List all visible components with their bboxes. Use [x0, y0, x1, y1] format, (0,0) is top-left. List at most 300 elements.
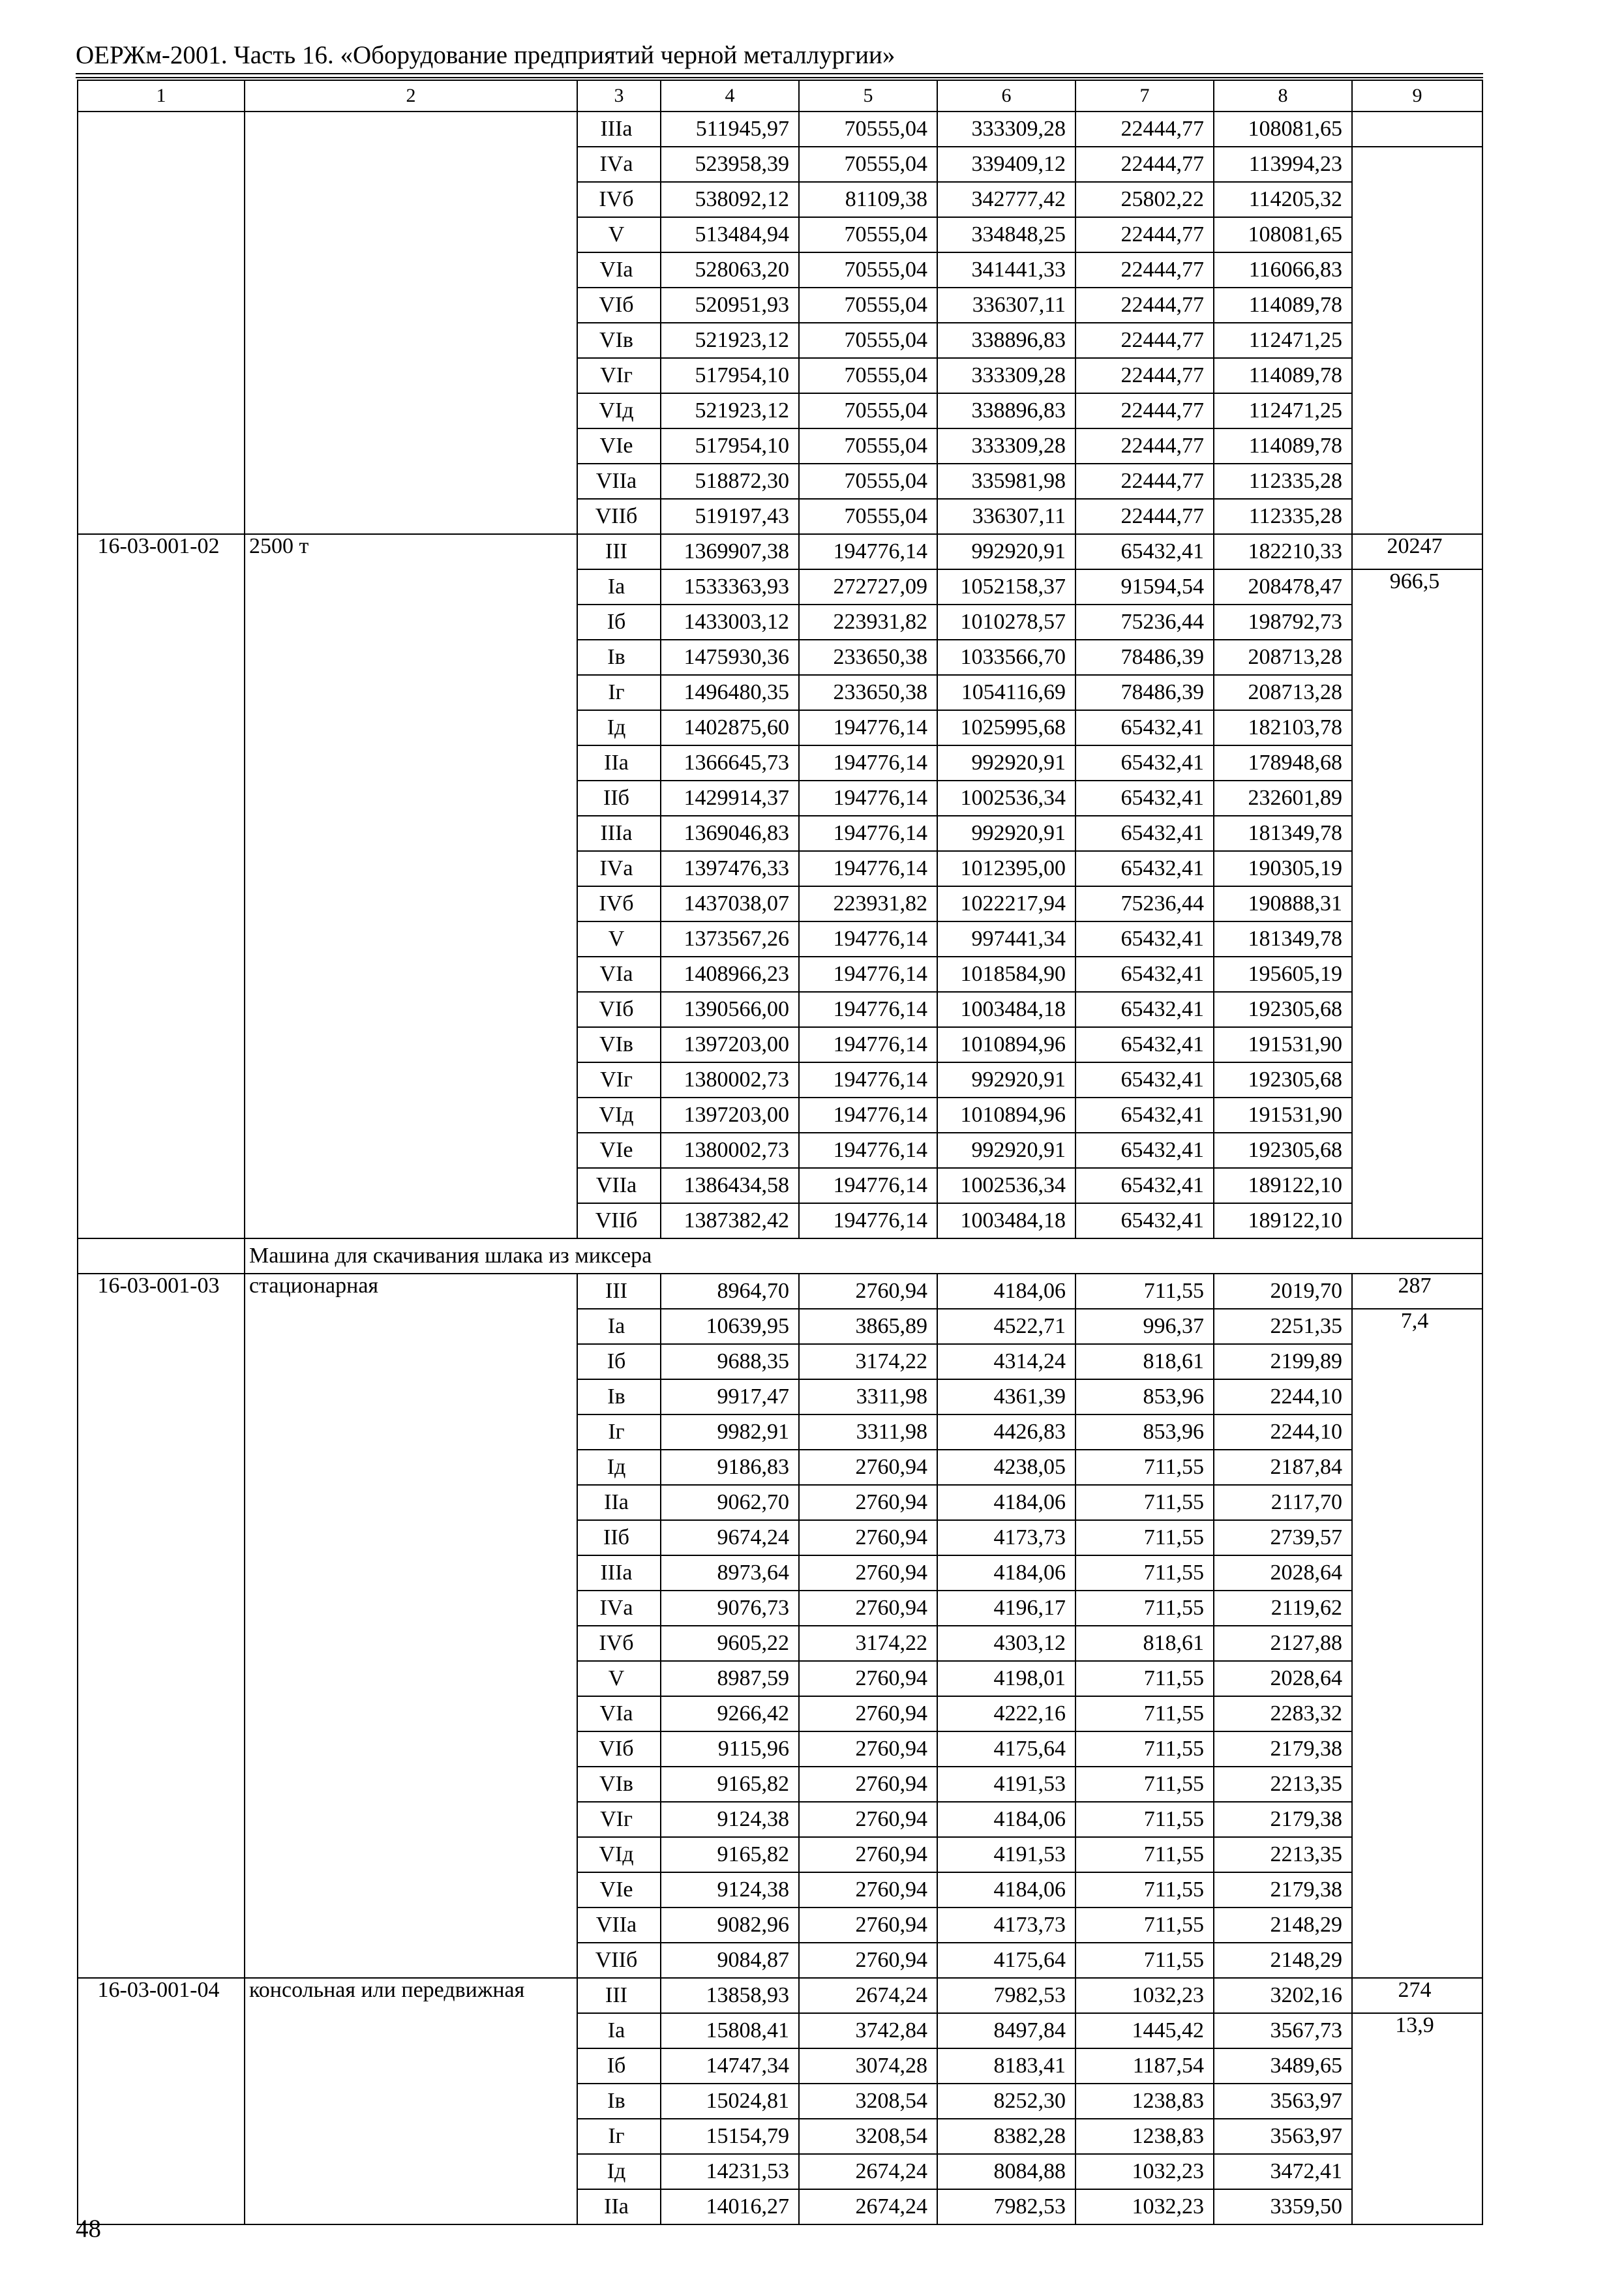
- zone-cell: Iа: [577, 1309, 661, 1344]
- value-cell: 4184,06: [937, 1802, 1075, 1837]
- value-cell: 78486,39: [1075, 640, 1214, 675]
- value-cell: 22444,77: [1075, 358, 1214, 393]
- value-cell: 182103,78: [1214, 710, 1352, 745]
- value-cell: 65432,41: [1075, 957, 1214, 992]
- section-empty-cell: [78, 1238, 245, 1274]
- value-cell: 1010894,96: [937, 1027, 1075, 1062]
- value-cell: 70555,04: [799, 464, 937, 499]
- value-cell: 232601,89: [1214, 781, 1352, 816]
- value-cell: 1054116,69: [937, 675, 1075, 710]
- zone-cell: VIа: [577, 1696, 661, 1731]
- zone-cell: IVа: [577, 1591, 661, 1626]
- section-row: [78, 1238, 1482, 1274]
- value-cell: 1238,83: [1075, 2119, 1214, 2154]
- page-header: ОЕРЖм-2001. Часть 16. «Оборудование предприятий черной металлургии»: [76, 41, 895, 69]
- value-cell: 181349,78: [1214, 921, 1352, 957]
- value-cell: 114089,78: [1214, 288, 1352, 323]
- value-cell: 2187,84: [1214, 1450, 1352, 1485]
- value-cell: 1533363,93: [661, 569, 799, 605]
- value-cell: 9076,73: [661, 1591, 799, 1626]
- value-cell: 711,55: [1075, 1767, 1214, 1802]
- page-number: 48: [76, 2215, 101, 2243]
- value-cell: 4522,71: [937, 1309, 1075, 1344]
- value-cell: 711,55: [1075, 1274, 1214, 1309]
- value-cell: 65432,41: [1075, 851, 1214, 886]
- value-cell: 4222,16: [937, 1696, 1075, 1731]
- value-cell: 65432,41: [1075, 710, 1214, 745]
- value-cell: 178948,68: [1214, 745, 1352, 781]
- zone-cell: Iб: [577, 1344, 661, 1379]
- value-cell: 9165,82: [661, 1837, 799, 1872]
- value-cell: 1025995,68: [937, 710, 1075, 745]
- value-cell: 181349,78: [1214, 816, 1352, 851]
- value-cell: 15808,41: [661, 2013, 799, 2048]
- value-cell: 65432,41: [1075, 745, 1214, 781]
- zone-cell: V: [577, 1661, 661, 1696]
- value-cell: 1390566,00: [661, 992, 799, 1027]
- value-cell: 538092,12: [661, 182, 799, 217]
- value-cell: 194776,14: [799, 957, 937, 992]
- value-cell: 711,55: [1075, 1661, 1214, 1696]
- value-cell: 513484,94: [661, 217, 799, 252]
- value-cell: 2760,94: [799, 1908, 937, 1943]
- value-cell: 190888,31: [1214, 886, 1352, 921]
- col9-cell: 7,4: [1352, 1309, 1482, 1978]
- value-cell: 4303,12: [937, 1626, 1075, 1661]
- value-cell: 333309,28: [937, 428, 1075, 464]
- column-number-cell: 5: [799, 80, 937, 112]
- value-cell: 2244,10: [1214, 1379, 1352, 1414]
- value-cell: 2179,38: [1214, 1731, 1352, 1767]
- value-cell: 233650,38: [799, 675, 937, 710]
- value-cell: 3359,50: [1214, 2189, 1352, 2224]
- zone-cell: Iб: [577, 605, 661, 640]
- value-cell: 1496480,35: [661, 675, 799, 710]
- value-cell: 194776,14: [799, 1098, 937, 1133]
- value-cell: 65432,41: [1075, 1133, 1214, 1168]
- value-cell: 711,55: [1075, 1555, 1214, 1591]
- zone-cell: VIд: [577, 393, 661, 428]
- value-cell: 853,96: [1075, 1414, 1214, 1450]
- zone-cell: VIе: [577, 1133, 661, 1168]
- value-cell: 523958,39: [661, 147, 799, 182]
- value-cell: 3311,98: [799, 1414, 937, 1450]
- value-cell: 194776,14: [799, 745, 937, 781]
- zone-cell: VIIа: [577, 1908, 661, 1943]
- value-cell: 70555,04: [799, 428, 937, 464]
- zone-cell: IIIа: [577, 816, 661, 851]
- value-cell: 3865,89: [799, 1309, 937, 1344]
- value-cell: 4314,24: [937, 1344, 1075, 1379]
- value-cell: 1002536,34: [937, 1168, 1075, 1203]
- value-cell: 194776,14: [799, 534, 937, 569]
- zone-cell: VIд: [577, 1098, 661, 1133]
- value-cell: 194776,14: [799, 816, 937, 851]
- zone-cell: VIе: [577, 428, 661, 464]
- value-cell: 22444,77: [1075, 428, 1214, 464]
- value-cell: 75236,44: [1075, 886, 1214, 921]
- value-cell: 1408966,23: [661, 957, 799, 992]
- value-cell: 194776,14: [799, 1168, 937, 1203]
- value-cell: 1032,23: [1075, 2189, 1214, 2224]
- value-cell: 70555,04: [799, 217, 937, 252]
- value-cell: 1022217,94: [937, 886, 1075, 921]
- zone-cell: VIб: [577, 288, 661, 323]
- value-cell: 191531,90: [1214, 1027, 1352, 1062]
- value-cell: 4191,53: [937, 1767, 1075, 1802]
- value-cell: 992920,91: [937, 816, 1075, 851]
- value-cell: 9186,83: [661, 1450, 799, 1485]
- value-cell: 3174,22: [799, 1344, 937, 1379]
- value-cell: 65432,41: [1075, 1098, 1214, 1133]
- value-cell: 4184,06: [937, 1872, 1075, 1908]
- zone-cell: VIг: [577, 1062, 661, 1098]
- column-number-cell: 9: [1352, 80, 1482, 112]
- zone-cell: VIд: [577, 1837, 661, 1872]
- zone-cell: VIв: [577, 323, 661, 358]
- zone-cell: Iв: [577, 2084, 661, 2119]
- value-cell: 1437038,07: [661, 886, 799, 921]
- value-cell: 992920,91: [937, 534, 1075, 569]
- value-cell: 992920,91: [937, 745, 1075, 781]
- value-cell: 22444,77: [1075, 499, 1214, 534]
- value-cell: 818,61: [1075, 1626, 1214, 1661]
- value-cell: 4196,17: [937, 1591, 1075, 1626]
- value-cell: 113994,23: [1214, 147, 1352, 182]
- value-cell: 65432,41: [1075, 921, 1214, 957]
- zone-cell: VIг: [577, 1802, 661, 1837]
- value-cell: 70555,04: [799, 147, 937, 182]
- value-cell: 22444,77: [1075, 217, 1214, 252]
- value-cell: 1397203,00: [661, 1027, 799, 1062]
- value-cell: 1369907,38: [661, 534, 799, 569]
- value-cell: 2213,35: [1214, 1767, 1352, 1802]
- col9-cell: 13,9: [1352, 2013, 1482, 2224]
- value-cell: 194776,14: [799, 1203, 937, 1238]
- value-cell: 3074,28: [799, 2048, 937, 2084]
- value-cell: 2028,64: [1214, 1661, 1352, 1696]
- name-cell: [245, 112, 577, 534]
- value-cell: 992920,91: [937, 1133, 1075, 1168]
- value-cell: 1369046,83: [661, 816, 799, 851]
- name-cell: стационарная: [245, 1274, 577, 1978]
- value-cell: 4173,73: [937, 1520, 1075, 1555]
- col9-cell: [1352, 147, 1482, 534]
- value-cell: 8987,59: [661, 1661, 799, 1696]
- zone-cell: VIIа: [577, 464, 661, 499]
- value-cell: 91594,54: [1075, 569, 1214, 605]
- value-cell: 7982,53: [937, 1978, 1075, 2013]
- value-cell: 711,55: [1075, 1731, 1214, 1767]
- value-cell: 9165,82: [661, 1767, 799, 1802]
- value-cell: 22444,77: [1075, 393, 1214, 428]
- zone-cell: Iд: [577, 2154, 661, 2189]
- value-cell: 338896,83: [937, 393, 1075, 428]
- value-cell: 2760,94: [799, 1450, 937, 1485]
- column-number-cell: 3: [577, 80, 661, 112]
- column-number-cell: 4: [661, 80, 799, 112]
- value-cell: 189122,10: [1214, 1203, 1352, 1238]
- value-cell: 2283,32: [1214, 1696, 1352, 1731]
- value-cell: 2674,24: [799, 2154, 937, 2189]
- value-cell: 711,55: [1075, 1591, 1214, 1626]
- value-cell: 711,55: [1075, 1802, 1214, 1837]
- value-cell: 521923,12: [661, 393, 799, 428]
- value-cell: 192305,68: [1214, 1062, 1352, 1098]
- value-cell: 3472,41: [1214, 2154, 1352, 2189]
- value-cell: 2199,89: [1214, 1344, 1352, 1379]
- value-cell: 65432,41: [1075, 781, 1214, 816]
- value-cell: 342777,42: [937, 182, 1075, 217]
- value-cell: 2674,24: [799, 2189, 937, 2224]
- zone-cell: VIв: [577, 1767, 661, 1802]
- value-cell: 22444,77: [1075, 323, 1214, 358]
- value-cell: 338896,83: [937, 323, 1075, 358]
- name-cell: консольная или передвижная: [245, 1978, 577, 2224]
- value-cell: 1380002,73: [661, 1062, 799, 1098]
- value-cell: 2760,94: [799, 1837, 937, 1872]
- value-cell: 75236,44: [1075, 605, 1214, 640]
- name-cell: 2500 т: [245, 534, 577, 1238]
- value-cell: 8973,64: [661, 1555, 799, 1591]
- value-cell: 9688,35: [661, 1344, 799, 1379]
- value-cell: 518872,30: [661, 464, 799, 499]
- value-cell: 339409,12: [937, 147, 1075, 182]
- value-cell: 108081,65: [1214, 112, 1352, 147]
- value-cell: 194776,14: [799, 1062, 937, 1098]
- value-cell: 997441,34: [937, 921, 1075, 957]
- value-cell: 9124,38: [661, 1802, 799, 1837]
- column-numbers-row: [78, 80, 1482, 112]
- value-cell: 70555,04: [799, 393, 937, 428]
- value-cell: 65432,41: [1075, 816, 1214, 851]
- value-cell: 70555,04: [799, 323, 937, 358]
- zone-cell: Iг: [577, 675, 661, 710]
- value-cell: 1003484,18: [937, 992, 1075, 1027]
- value-cell: 4238,05: [937, 1450, 1075, 1485]
- value-cell: 194776,14: [799, 781, 937, 816]
- value-cell: 1010278,57: [937, 605, 1075, 640]
- zone-cell: VIе: [577, 1872, 661, 1908]
- value-cell: 1012395,00: [937, 851, 1075, 886]
- value-cell: 8497,84: [937, 2013, 1075, 2048]
- value-cell: 14747,34: [661, 2048, 799, 2084]
- code-cell: 16-03-001-04: [78, 1978, 245, 2224]
- zone-cell: Iг: [577, 1414, 661, 1450]
- value-cell: 65432,41: [1075, 1203, 1214, 1238]
- value-cell: 711,55: [1075, 1520, 1214, 1555]
- value-cell: 81109,38: [799, 182, 937, 217]
- value-cell: 70555,04: [799, 499, 937, 534]
- zone-cell: Iб: [577, 2048, 661, 2084]
- value-cell: 4198,01: [937, 1661, 1075, 1696]
- zone-cell: VIб: [577, 992, 661, 1027]
- value-cell: 2760,94: [799, 1555, 937, 1591]
- zone-cell: IIб: [577, 781, 661, 816]
- header-rule-bottom: [76, 77, 1483, 78]
- value-cell: 711,55: [1075, 1908, 1214, 1943]
- zone-cell: IIIа: [577, 112, 661, 147]
- value-cell: 112471,25: [1214, 393, 1352, 428]
- value-cell: 520951,93: [661, 288, 799, 323]
- value-cell: 194776,14: [799, 1027, 937, 1062]
- code-cell: 16-03-001-03: [78, 1274, 245, 1978]
- value-cell: 519197,43: [661, 499, 799, 534]
- value-cell: 4191,53: [937, 1837, 1075, 1872]
- value-cell: 1402875,60: [661, 710, 799, 745]
- value-cell: 1032,23: [1075, 2154, 1214, 2189]
- value-cell: 2117,70: [1214, 1485, 1352, 1520]
- table-body: [78, 80, 1482, 2224]
- zone-cell: III: [577, 534, 661, 569]
- value-cell: 233650,38: [799, 640, 937, 675]
- value-cell: 334848,25: [937, 217, 1075, 252]
- value-cell: 2148,29: [1214, 1908, 1352, 1943]
- zone-cell: IIа: [577, 745, 661, 781]
- zone-cell: III: [577, 1274, 661, 1309]
- value-cell: 8183,41: [937, 2048, 1075, 2084]
- price-table: [77, 80, 1483, 2225]
- value-cell: 333309,28: [937, 358, 1075, 393]
- value-cell: 114089,78: [1214, 428, 1352, 464]
- zone-cell: V: [577, 921, 661, 957]
- value-cell: 4173,73: [937, 1908, 1075, 1943]
- value-cell: 65432,41: [1075, 534, 1214, 569]
- value-cell: 2760,94: [799, 1485, 937, 1520]
- zone-cell: VIг: [577, 358, 661, 393]
- value-cell: 1187,54: [1075, 2048, 1214, 2084]
- zone-cell: IVб: [577, 1626, 661, 1661]
- value-cell: 114205,32: [1214, 182, 1352, 217]
- value-cell: 3567,73: [1214, 2013, 1352, 2048]
- value-cell: 3563,97: [1214, 2119, 1352, 2154]
- header-rule-top: [76, 73, 1483, 74]
- value-cell: 1010894,96: [937, 1098, 1075, 1133]
- value-cell: 711,55: [1075, 1450, 1214, 1485]
- value-cell: 223931,82: [799, 886, 937, 921]
- value-cell: 9062,70: [661, 1485, 799, 1520]
- zone-cell: IIIа: [577, 1555, 661, 1591]
- value-cell: 3208,54: [799, 2119, 937, 2154]
- value-cell: 2148,29: [1214, 1943, 1352, 1978]
- value-cell: 10639,95: [661, 1309, 799, 1344]
- table-row: [78, 112, 1482, 147]
- zone-cell: IIа: [577, 2189, 661, 2224]
- value-cell: 8382,28: [937, 2119, 1075, 2154]
- column-number-cell: 7: [1075, 80, 1214, 112]
- value-cell: 194776,14: [799, 851, 937, 886]
- value-cell: 1445,42: [1075, 2013, 1214, 2048]
- value-cell: 223931,82: [799, 605, 937, 640]
- column-number-cell: 1: [78, 80, 245, 112]
- value-cell: 22444,77: [1075, 288, 1214, 323]
- value-cell: 2119,62: [1214, 1591, 1352, 1626]
- value-cell: 992920,91: [937, 1062, 1075, 1098]
- value-cell: 9082,96: [661, 1908, 799, 1943]
- value-cell: 2127,88: [1214, 1626, 1352, 1661]
- code-cell: 16-03-001-02: [78, 534, 245, 1238]
- value-cell: 4184,06: [937, 1555, 1075, 1591]
- value-cell: 2179,38: [1214, 1802, 1352, 1837]
- zone-cell: Iд: [577, 710, 661, 745]
- value-cell: 1397203,00: [661, 1098, 799, 1133]
- value-cell: 14016,27: [661, 2189, 799, 2224]
- value-cell: 2760,94: [799, 1661, 937, 1696]
- value-cell: 517954,10: [661, 428, 799, 464]
- value-cell: 1429914,37: [661, 781, 799, 816]
- value-cell: 2739,57: [1214, 1520, 1352, 1555]
- zone-cell: Iв: [577, 1379, 661, 1414]
- value-cell: 112471,25: [1214, 323, 1352, 358]
- zone-cell: IIб: [577, 1520, 661, 1555]
- value-cell: 1018584,90: [937, 957, 1075, 992]
- value-cell: 711,55: [1075, 1943, 1214, 1978]
- value-cell: 3489,65: [1214, 2048, 1352, 2084]
- zone-cell: Iа: [577, 569, 661, 605]
- value-cell: 1397476,33: [661, 851, 799, 886]
- value-cell: 3174,22: [799, 1626, 937, 1661]
- value-cell: 70555,04: [799, 112, 937, 147]
- value-cell: 2760,94: [799, 1520, 937, 1555]
- value-cell: 9982,91: [661, 1414, 799, 1450]
- value-cell: 13858,93: [661, 1978, 799, 2013]
- value-cell: 711,55: [1075, 1872, 1214, 1908]
- value-cell: 711,55: [1075, 1485, 1214, 1520]
- value-cell: 1032,23: [1075, 1978, 1214, 2013]
- value-cell: 9115,96: [661, 1731, 799, 1767]
- value-cell: 4175,64: [937, 1943, 1075, 1978]
- column-number-cell: 2: [245, 80, 577, 112]
- zone-cell: VIIб: [577, 1203, 661, 1238]
- value-cell: 22444,77: [1075, 252, 1214, 288]
- value-cell: 341441,33: [937, 252, 1075, 288]
- value-cell: 4426,83: [937, 1414, 1075, 1450]
- zone-cell: Iг: [577, 2119, 661, 2154]
- value-cell: 9266,42: [661, 1696, 799, 1731]
- value-cell: 192305,68: [1214, 992, 1352, 1027]
- value-cell: 3742,84: [799, 2013, 937, 2048]
- value-cell: 517954,10: [661, 358, 799, 393]
- value-cell: 114089,78: [1214, 358, 1352, 393]
- zone-cell: IVа: [577, 147, 661, 182]
- value-cell: 2760,94: [799, 1943, 937, 1978]
- value-cell: 182210,33: [1214, 534, 1352, 569]
- value-cell: 1380002,73: [661, 1133, 799, 1168]
- value-cell: 1433003,12: [661, 605, 799, 640]
- value-cell: 190305,19: [1214, 851, 1352, 886]
- value-cell: 4184,06: [937, 1485, 1075, 1520]
- value-cell: 996,37: [1075, 1309, 1214, 1344]
- value-cell: 1003484,18: [937, 1203, 1075, 1238]
- value-cell: 70555,04: [799, 288, 937, 323]
- value-cell: 2028,64: [1214, 1555, 1352, 1591]
- col9-cell: [1352, 112, 1482, 147]
- zone-cell: IVб: [577, 182, 661, 217]
- zone-cell: V: [577, 217, 661, 252]
- value-cell: 15154,79: [661, 2119, 799, 2154]
- value-cell: 189122,10: [1214, 1168, 1352, 1203]
- value-cell: 853,96: [1075, 1379, 1214, 1414]
- zone-cell: VIб: [577, 1731, 661, 1767]
- value-cell: 108081,65: [1214, 217, 1352, 252]
- value-cell: 335981,98: [937, 464, 1075, 499]
- value-cell: 70555,04: [799, 358, 937, 393]
- value-cell: 2019,70: [1214, 1274, 1352, 1309]
- value-cell: 336307,11: [937, 499, 1075, 534]
- value-cell: 7982,53: [937, 2189, 1075, 2224]
- zone-cell: VIIб: [577, 499, 661, 534]
- value-cell: 192305,68: [1214, 1133, 1352, 1168]
